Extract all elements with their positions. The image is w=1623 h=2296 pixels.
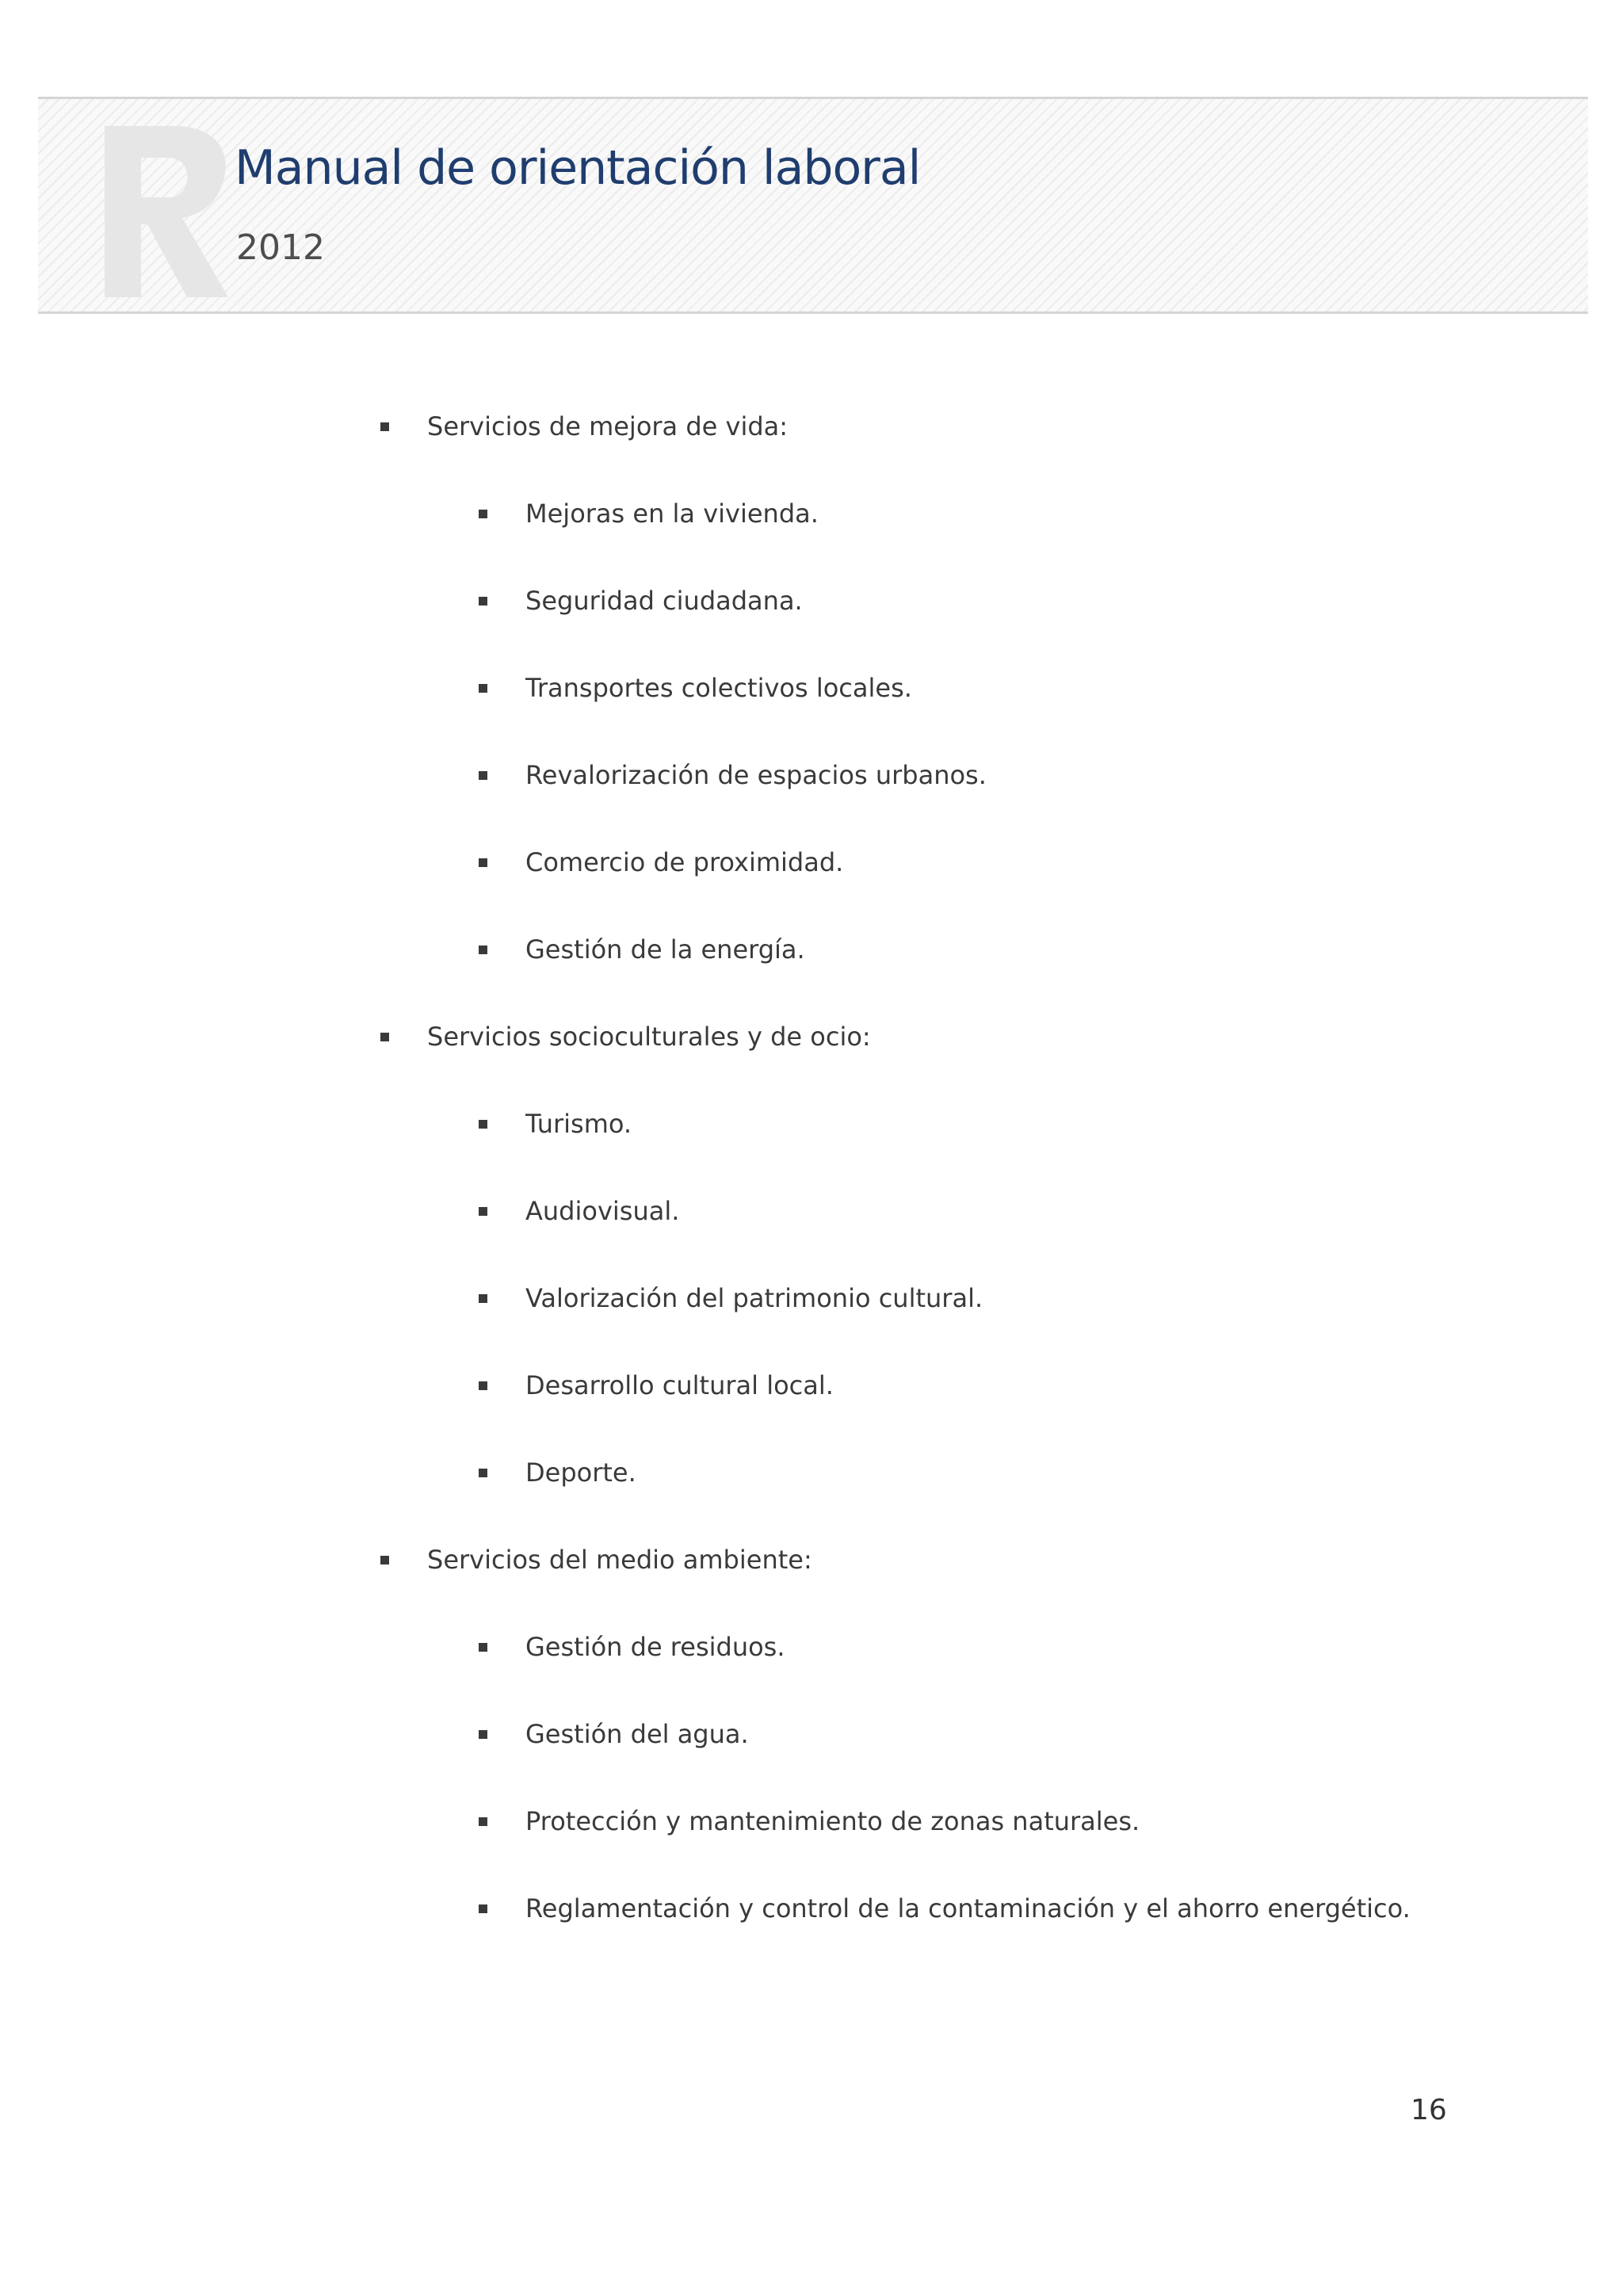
list-item-label: Transportes colectivos locales. [525, 673, 912, 703]
document-title: Manual de orientación laboral [235, 140, 921, 196]
list-item [479, 581, 803, 621]
list-item [380, 407, 788, 446]
list-item-label: Reglamentación y control de la contaminación y el ahorro energético. [525, 1893, 1411, 1924]
square-bullet-icon [380, 1556, 389, 1564]
list-item-label: Servicios socioculturales y de ocio: [427, 1022, 871, 1052]
list-item-label: Turismo. [525, 1109, 632, 1139]
list-item-label: Gestión de residuos. [525, 1632, 785, 1662]
list-item [479, 842, 843, 882]
square-bullet-icon [380, 1033, 389, 1041]
list-item [380, 1540, 812, 1580]
list-item-label: Servicios del medio ambiente: [427, 1545, 812, 1575]
list-item [479, 494, 819, 533]
square-bullet-icon [479, 1643, 487, 1652]
list-item-label: Seguridad ciudadana. [525, 586, 803, 616]
square-bullet-icon [479, 771, 487, 780]
square-bullet-icon [479, 1120, 487, 1129]
list-item [380, 1017, 871, 1056]
list-item-label: Protección y mantenimiento de zonas naturales. [525, 1806, 1140, 1836]
list-item [479, 1278, 983, 1318]
list-item [479, 1801, 1140, 1841]
page-number: 16 [1411, 2094, 1447, 2126]
square-bullet-icon [479, 1381, 487, 1390]
list-item [479, 1714, 749, 1754]
list-item-label: Revalorización de espacios urbanos. [525, 760, 987, 790]
square-bullet-icon [479, 510, 487, 518]
square-bullet-icon [479, 597, 487, 606]
letter-r-watermark-icon [94, 110, 244, 308]
square-bullet-icon [479, 1904, 487, 1913]
list-item-label: Audiovisual. [525, 1196, 680, 1226]
square-bullet-icon [380, 422, 389, 431]
square-bullet-icon [479, 1817, 487, 1826]
square-bullet-icon [479, 1730, 487, 1739]
square-bullet-icon [479, 946, 487, 954]
document-year: 2012 [236, 227, 325, 268]
list-item [479, 1453, 636, 1492]
square-bullet-icon [479, 684, 487, 693]
list-item-label: Desarrollo cultural local. [525, 1370, 834, 1400]
list-item-label: Deporte. [525, 1457, 636, 1488]
square-bullet-icon [479, 1469, 487, 1477]
list-item [479, 1191, 679, 1231]
square-bullet-icon [479, 1294, 487, 1303]
list-item [479, 668, 912, 708]
list-item-label: Valorización del patrimonio cultural. [525, 1283, 983, 1313]
list-item [479, 1104, 632, 1144]
list-item [479, 1889, 1411, 1928]
square-bullet-icon [479, 1207, 487, 1216]
list-item-label: Servicios de mejora de vida: [427, 411, 789, 441]
list-item [479, 1366, 834, 1405]
list-item [479, 1627, 785, 1667]
list-item-label: Gestión del agua. [525, 1719, 749, 1749]
list-item-label: Comercio de proximidad. [525, 847, 844, 877]
list-item [479, 755, 987, 795]
square-bullet-icon [479, 858, 487, 867]
list-item-label: Mejoras en la vivienda. [525, 499, 819, 529]
list-item-label: Gestión de la energía. [525, 934, 805, 965]
list-item [479, 930, 805, 969]
document-header [38, 97, 1588, 314]
